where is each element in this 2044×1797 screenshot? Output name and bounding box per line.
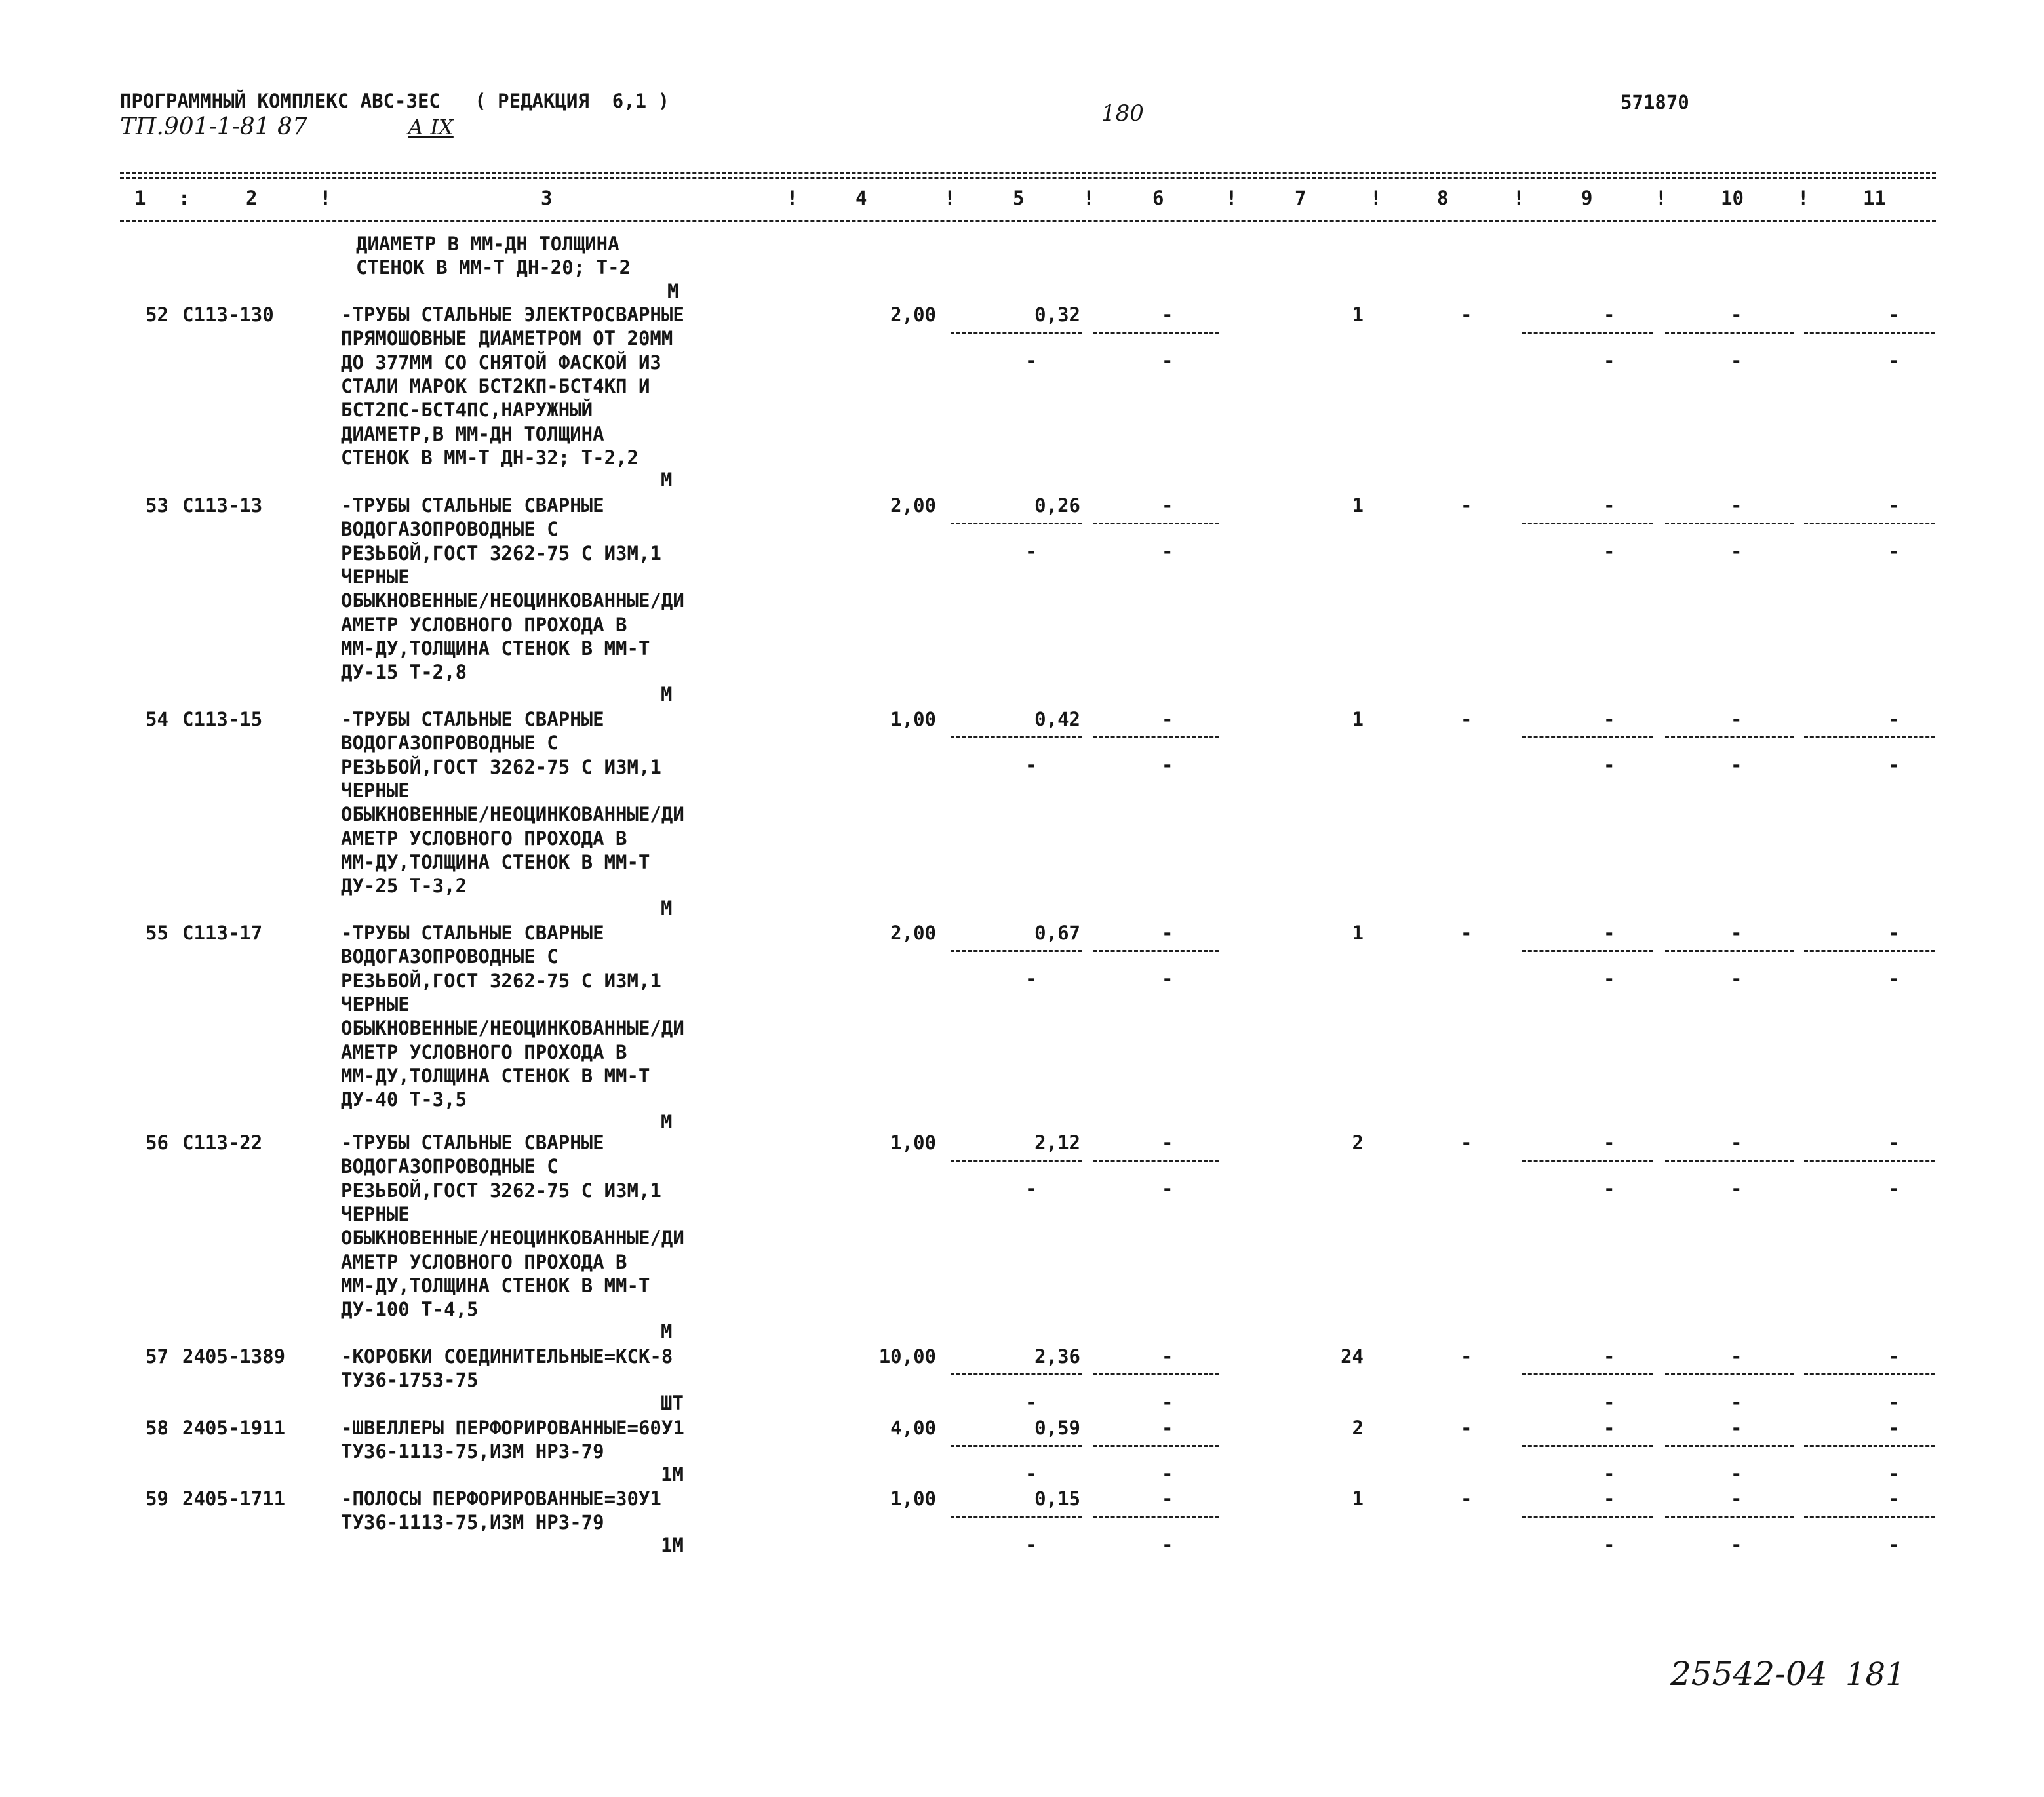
fraction-line: [951, 1373, 1082, 1375]
quantity-value: 1,00: [890, 1132, 936, 1154]
column-6-value: -: [1162, 922, 1173, 944]
column-11-sub-value: -: [1888, 1391, 1900, 1413]
row-number: 59: [146, 1488, 168, 1510]
fraction-line: [1093, 736, 1219, 738]
row-number: 56: [146, 1132, 168, 1154]
column-11-sub-value: -: [1888, 754, 1900, 776]
column-separator: !: [1226, 187, 1238, 209]
description-line: ОБЫКНОВЕННЫЕ/НЕОЦИНКОВАННЫЕ/ДИ: [341, 1017, 684, 1040]
unit-price-sub-value: -: [1025, 968, 1037, 990]
fraction-line: [951, 1160, 1082, 1162]
description-line: ОБЫКНОВЕННЫЕ/НЕОЦИНКОВАННЫЕ/ДИ: [341, 1227, 684, 1250]
fraction-line: [1093, 1373, 1219, 1375]
column-10-value: -: [1731, 708, 1742, 730]
description-line: ДУ-100 Т-4,5: [341, 1298, 479, 1321]
description-line: -ТРУБЫ СТАЛЬНЫЕ ЭЛЕКТРОСВАРНЫЕ: [341, 304, 684, 326]
column-header: 11: [1863, 187, 1886, 209]
column-11-sub-value: -: [1888, 1533, 1900, 1556]
column-6-value: -: [1162, 494, 1173, 517]
header-rule-bottom: [120, 220, 1936, 222]
archive-stamp: 25542-04: [1670, 1655, 1828, 1693]
description-line: -ТРУБЫ СТАЛЬНЫЕ СВАРНЫЕ: [341, 708, 604, 730]
column-11-value: -: [1888, 708, 1900, 730]
unit-label: М: [661, 469, 673, 492]
description-line: -ТРУБЫ СТАЛЬНЫЕ СВАРНЫЕ: [341, 1132, 604, 1154]
description-line: РЕЗЬБОЙ,ГОСТ 3262-75 С ИЗМ,1: [341, 1179, 661, 1202]
column-separator: :: [178, 187, 190, 209]
fraction-line: [1804, 523, 1935, 524]
column-10-sub-value: -: [1731, 1533, 1742, 1556]
description-line: ВОДОГАЗОПРОВОДНЫЕ С: [341, 732, 559, 755]
description-line: -ТРУБЫ СТАЛЬНЫЕ СВАРНЫЕ: [341, 494, 604, 517]
column-11-sub-value: -: [1888, 349, 1900, 372]
column-6-sub-value: -: [1162, 540, 1173, 563]
document-code: 571870: [1621, 91, 1689, 113]
row-number: 52: [146, 304, 168, 326]
column-11-sub-value: -: [1888, 968, 1900, 990]
column-10-value: -: [1731, 1132, 1742, 1154]
column-7-value: 1: [1352, 494, 1364, 517]
column-10-value: -: [1731, 494, 1742, 517]
column-7-value: 1: [1352, 708, 1364, 730]
column-header: 10: [1721, 187, 1744, 209]
fraction-line: [1665, 1445, 1794, 1447]
unit-label: М: [667, 280, 679, 302]
column-9-value: -: [1603, 1345, 1615, 1368]
column-9-value: -: [1603, 708, 1615, 730]
fraction-line: [951, 736, 1082, 738]
column-11-sub-value: -: [1888, 540, 1900, 563]
column-10-value: -: [1731, 1488, 1742, 1510]
column-8-value: -: [1461, 1417, 1472, 1439]
column-separator: !: [1798, 187, 1809, 209]
column-header: 9: [1581, 187, 1593, 209]
column-10-sub-value: -: [1731, 540, 1742, 563]
row-code: С113-17: [182, 922, 263, 944]
unit-price-value: 0,32: [1034, 304, 1080, 326]
column-9-sub-value: -: [1603, 968, 1615, 990]
column-7-value: 1: [1352, 304, 1364, 326]
column-separator: !: [1513, 187, 1525, 209]
unit-price-sub-value: -: [1025, 349, 1037, 372]
fraction-line: [951, 332, 1082, 334]
description-line: ЧЕРНЫЕ: [341, 993, 410, 1016]
description-line: БСТ2ПС-БСТ4ПС,НАРУЖНЫЙ: [341, 399, 593, 422]
fraction-line: [1522, 1445, 1653, 1447]
column-header: 3: [541, 187, 553, 209]
description-line: РЕЗЬБОЙ,ГОСТ 3262-75 С ИЗМ,1: [341, 969, 661, 992]
column-9-sub-value: -: [1603, 540, 1615, 563]
column-header: 6: [1152, 187, 1164, 209]
fraction-line: [1522, 523, 1653, 524]
fraction-line: [951, 950, 1082, 952]
fraction-line: [1804, 736, 1935, 738]
column-8-value: -: [1461, 1345, 1472, 1368]
column-9-value: -: [1603, 304, 1615, 326]
fraction-line: [1665, 1516, 1794, 1518]
column-6-value: -: [1162, 1132, 1173, 1154]
column-11-value: -: [1888, 304, 1900, 326]
row-code: С113-13: [182, 494, 263, 517]
fraction-line: [1665, 523, 1794, 524]
column-9-value: -: [1603, 1417, 1615, 1439]
column-6-sub-value: -: [1162, 1533, 1173, 1556]
description-line: СТЕНОК В ММ-Т ДН-20; Т-2: [356, 256, 631, 279]
quantity-value: 2,00: [890, 922, 936, 944]
unit-price-sub-value: -: [1025, 540, 1037, 563]
column-6-value: -: [1162, 1417, 1173, 1439]
quantity-value: 10,00: [878, 1345, 936, 1368]
description-line: ТУ36-1113-75,ИЗМ НРЗ-79: [341, 1511, 604, 1534]
description-line: ОБЫКНОВЕННЫЕ/НЕОЦИНКОВАННЫЕ/ДИ: [341, 589, 684, 612]
column-6-sub-value: -: [1162, 1463, 1173, 1485]
fraction-line: [1093, 523, 1219, 524]
fraction-line: [951, 1516, 1082, 1518]
description-line: -КОРОБКИ СОЕДИНИТЕЛЬНЫЕ=КСК-8: [341, 1345, 673, 1368]
unit-label: 1М: [661, 1463, 684, 1486]
column-9-sub-value: -: [1603, 1463, 1615, 1485]
column-6-value: -: [1162, 1345, 1173, 1368]
row-number: 57: [146, 1345, 168, 1368]
fraction-line: [1093, 1160, 1219, 1162]
description-line: ЧЕРНЫЕ: [341, 565, 410, 588]
description-line: ВОДОГАЗОПРОВОДНЫЕ С: [341, 1155, 559, 1178]
unit-price-sub-value: -: [1025, 1177, 1037, 1200]
column-10-sub-value: -: [1731, 1391, 1742, 1413]
row-code: С113-130: [182, 304, 274, 326]
header-rule-top-2: [120, 177, 1936, 179]
fraction-line: [1522, 1373, 1653, 1375]
sheet-number: 181: [1845, 1656, 1906, 1693]
column-9-sub-value: -: [1603, 349, 1615, 372]
column-7-value: 24: [1341, 1345, 1364, 1368]
description-line: ТУ36-1113-75,ИЗМ НРЗ-79: [341, 1440, 604, 1463]
description-line: ДУ-25 Т-3,2: [341, 875, 467, 898]
column-separator: !: [1655, 187, 1667, 209]
row-number: 55: [146, 922, 168, 944]
column-10-value: -: [1731, 1417, 1742, 1439]
header-rule-top: [120, 172, 1936, 174]
fraction-line: [1522, 332, 1653, 334]
description-line: АМЕТР УСЛОВНОГО ПРОХОДА В: [341, 613, 627, 636]
column-7-value: 1: [1352, 922, 1364, 944]
fraction-line: [1522, 736, 1653, 738]
description-line: ДИАМЕТР,В ММ-ДН ТОЛЩИНА: [341, 422, 604, 445]
unit-price-sub-value: -: [1025, 1533, 1037, 1556]
unit-price-value: 0,42: [1034, 708, 1080, 730]
quantity-value: 2,00: [890, 304, 936, 326]
description-line: ММ-ДУ,ТОЛЩИНА СТЕНОК В ММ-Т: [341, 1064, 650, 1087]
row-number: 58: [146, 1417, 168, 1439]
fraction-line: [1093, 1445, 1219, 1447]
fraction-line: [1804, 1160, 1935, 1162]
column-8-value: -: [1461, 1132, 1472, 1154]
unit-price-value: 2,12: [1034, 1132, 1080, 1154]
description-line: РЕЗЬБОЙ,ГОСТ 3262-75 С ИЗМ,1: [341, 542, 661, 564]
column-9-value: -: [1603, 1488, 1615, 1510]
description-line: ПРЯМОШОВНЫЕ ДИАМЕТРОМ ОТ 20ММ: [341, 327, 673, 350]
fraction-line: [1804, 1373, 1935, 1375]
description-line: ММ-ДУ,ТОЛЩИНА СТЕНОК В ММ-Т: [341, 637, 650, 660]
row-code: С113-22: [182, 1132, 263, 1154]
column-6-value: -: [1162, 1488, 1173, 1510]
row-code: 2405-1711: [182, 1488, 286, 1510]
fraction-line: [1665, 950, 1794, 952]
fraction-line: [1804, 332, 1935, 334]
description-line: ЧЕРНЫЕ: [341, 1202, 410, 1225]
project-code: ТП.901-1-81 87: [120, 113, 307, 140]
description-line: ВОДОГАЗОПРОВОДНЫЕ С: [341, 945, 559, 968]
column-9-sub-value: -: [1603, 1533, 1615, 1556]
column-header: 5: [1013, 187, 1025, 209]
unit-label: М: [661, 1111, 673, 1134]
column-8-value: -: [1461, 1488, 1472, 1510]
fraction-line: [1093, 950, 1219, 952]
column-header: 1: [134, 187, 146, 209]
description-line: ДУ-40 Т-3,5: [341, 1088, 467, 1111]
column-6-sub-value: -: [1162, 968, 1173, 990]
column-6-sub-value: -: [1162, 349, 1173, 372]
column-9-value: -: [1603, 1132, 1615, 1154]
fraction-line: [951, 1445, 1082, 1447]
column-11-sub-value: -: [1888, 1463, 1900, 1485]
page-number: 180: [1101, 100, 1144, 127]
column-separator: !: [944, 187, 956, 209]
unit-price-value: 0,59: [1034, 1417, 1080, 1439]
description-line: ММ-ДУ,ТОЛЩИНА СТЕНОК В ММ-Т: [341, 850, 650, 873]
row-code: С113-15: [182, 708, 263, 730]
quantity-value: 1,00: [890, 708, 936, 730]
column-8-value: -: [1461, 922, 1472, 944]
column-7-value: 2: [1352, 1132, 1364, 1154]
description-line: СТАЛИ МАРОК БСТ2КП-БСТ4КП И: [341, 374, 650, 397]
column-10-sub-value: -: [1731, 349, 1742, 372]
column-header: 4: [855, 187, 867, 209]
column-6-sub-value: -: [1162, 1177, 1173, 1200]
fraction-line: [1665, 736, 1794, 738]
album-number: А IX: [408, 115, 454, 140]
column-11-value: -: [1888, 922, 1900, 944]
column-10-value: -: [1731, 1345, 1742, 1368]
column-7-value: 2: [1352, 1417, 1364, 1439]
description-line: ДО 377ММ СО СНЯТОЙ ФАСКОЙ ИЗ: [341, 351, 661, 374]
unit-label: М: [661, 1320, 673, 1343]
column-separator: !: [787, 187, 798, 209]
unit-label: М: [661, 897, 673, 920]
row-number: 53: [146, 494, 168, 517]
column-10-sub-value: -: [1731, 754, 1742, 776]
quantity-value: 4,00: [890, 1417, 936, 1439]
description-line: -ПОЛОСЫ ПЕРФОРИРОВАННЫЕ=30У1: [341, 1488, 661, 1510]
fraction-line: [1804, 1516, 1935, 1518]
column-6-sub-value: -: [1162, 1391, 1173, 1413]
column-11-value: -: [1888, 494, 1900, 517]
column-10-sub-value: -: [1731, 1177, 1742, 1200]
unit-price-sub-value: -: [1025, 754, 1037, 776]
unit-label: М: [661, 683, 673, 706]
column-header: 2: [246, 187, 258, 209]
fraction-line: [1522, 950, 1653, 952]
fraction-line: [1665, 1373, 1794, 1375]
column-separator: !: [1370, 187, 1382, 209]
description-line: ДУ-15 Т-2,8: [341, 661, 467, 684]
description-line: ЧЕРНЫЕ: [341, 779, 410, 802]
fraction-line: [1665, 1160, 1794, 1162]
column-8-value: -: [1461, 708, 1472, 730]
fraction-line: [951, 523, 1082, 524]
column-10-sub-value: -: [1731, 1463, 1742, 1485]
column-separator: !: [320, 187, 332, 209]
column-10-value: -: [1731, 304, 1742, 326]
column-11-sub-value: -: [1888, 1177, 1900, 1200]
unit-label: ШТ: [661, 1391, 684, 1414]
description-line: ОБЫКНОВЕННЫЕ/НЕОЦИНКОВАННЫЕ/ДИ: [341, 803, 684, 826]
program-header: ПРОГРАММНЫЙ КОМПЛЕКС АВС-3ЕС ( РЕДАКЦИЯ 6,1 ): [120, 90, 670, 112]
fraction-line: [1804, 1445, 1935, 1447]
unit-price-sub-value: -: [1025, 1463, 1037, 1485]
column-10-value: -: [1731, 922, 1742, 944]
fraction-line: [1093, 332, 1219, 334]
description-line: АМЕТР УСЛОВНОГО ПРОХОДА В: [341, 827, 627, 850]
description-line: ДИАМЕТР В ММ-ДН ТОЛЩИНА: [356, 233, 619, 255]
row-number: 54: [146, 708, 168, 730]
column-11-value: -: [1888, 1488, 1900, 1510]
fraction-line: [1804, 950, 1935, 952]
unit-price-value: 0,15: [1034, 1488, 1080, 1510]
column-11-value: -: [1888, 1132, 1900, 1154]
fraction-line: [1665, 332, 1794, 334]
unit-price-value: 0,26: [1034, 494, 1080, 517]
fraction-line: [1522, 1160, 1653, 1162]
description-line: ММ-ДУ,ТОЛЩИНА СТЕНОК В ММ-Т: [341, 1274, 650, 1297]
unit-price-sub-value: -: [1025, 1391, 1037, 1413]
row-code: 2405-1911: [182, 1417, 286, 1439]
column-9-sub-value: -: [1603, 1391, 1615, 1413]
column-6-sub-value: -: [1162, 754, 1173, 776]
column-7-value: 1: [1352, 1488, 1364, 1510]
column-header: 7: [1295, 187, 1307, 209]
description-line: СТЕНОК В ММ-Т ДН-32; Т-2,2: [341, 446, 639, 469]
description-line: РЕЗЬБОЙ,ГОСТ 3262-75 С ИЗМ,1: [341, 755, 661, 778]
column-11-value: -: [1888, 1345, 1900, 1368]
column-6-value: -: [1162, 304, 1173, 326]
quantity-value: 1,00: [890, 1488, 936, 1510]
column-9-value: -: [1603, 922, 1615, 944]
column-8-value: -: [1461, 304, 1472, 326]
description-line: АМЕТР УСЛОВНОГО ПРОХОДА В: [341, 1250, 627, 1273]
quantity-value: 2,00: [890, 494, 936, 517]
column-separator: !: [1083, 187, 1095, 209]
row-code: 2405-1389: [182, 1345, 286, 1368]
column-9-sub-value: -: [1603, 754, 1615, 776]
column-10-sub-value: -: [1731, 968, 1742, 990]
unit-price-value: 2,36: [1034, 1345, 1080, 1368]
column-9-sub-value: -: [1603, 1177, 1615, 1200]
description-line: -ТРУБЫ СТАЛЬНЫЕ СВАРНЫЕ: [341, 922, 604, 944]
column-11-value: -: [1888, 1417, 1900, 1439]
column-8-value: -: [1461, 494, 1472, 517]
description-line: -ШВЕЛЛЕРЫ ПЕРФОРИРОВАННЫЕ=60У1: [341, 1417, 684, 1439]
fraction-line: [1093, 1516, 1219, 1518]
unit-price-value: 0,67: [1034, 922, 1080, 944]
unit-label: 1М: [661, 1533, 684, 1556]
description-line: ТУ36-1753-75: [341, 1369, 479, 1392]
description-line: АМЕТР УСЛОВНОГО ПРОХОДА В: [341, 1040, 627, 1063]
fraction-line: [1522, 1516, 1653, 1518]
column-6-value: -: [1162, 708, 1173, 730]
description-line: ВОДОГАЗОПРОВОДНЫЕ С: [341, 518, 559, 541]
column-9-value: -: [1603, 494, 1615, 517]
column-header: 8: [1437, 187, 1449, 209]
